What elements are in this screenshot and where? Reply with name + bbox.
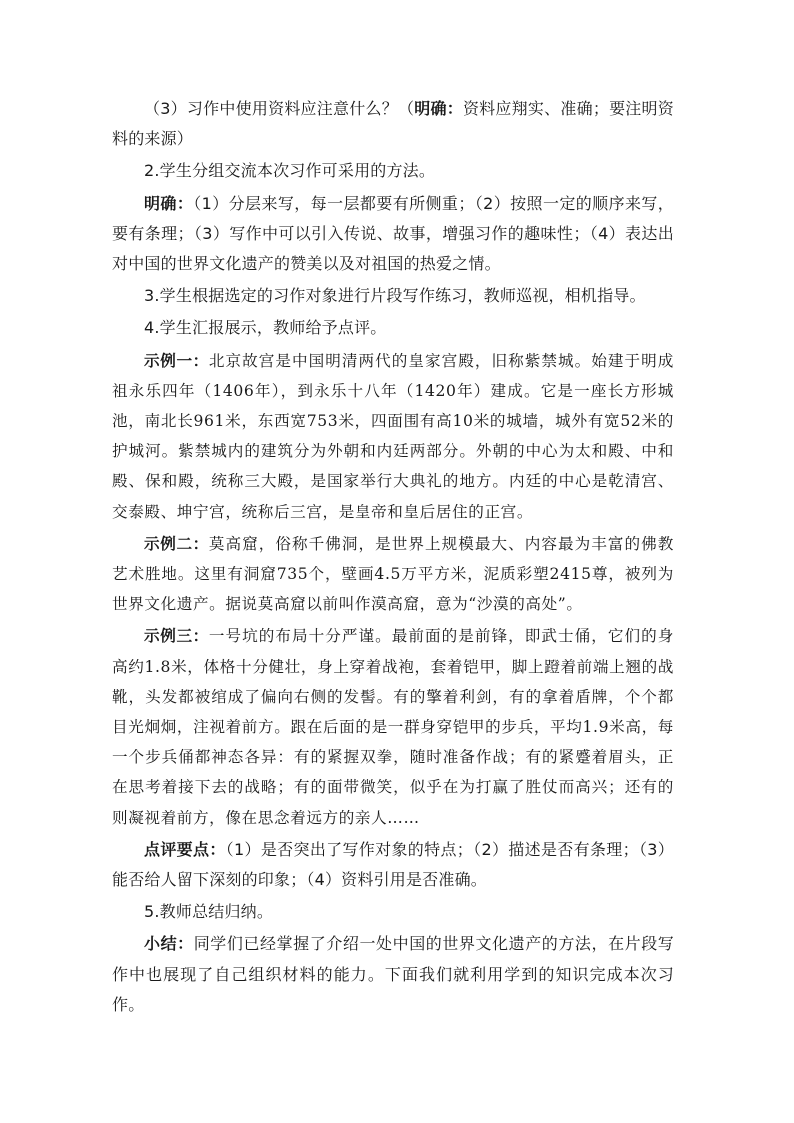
paragraph-clarify-methods	[112, 189, 674, 280]
paragraph-body-text: 资料应翔实、准确；要注明资料的来源）	[112, 99, 674, 149]
paragraph-review-points	[112, 835, 674, 895]
paragraph-step-3	[112, 281, 674, 311]
paragraph-example-1	[112, 346, 674, 527]
paragraph-summary	[112, 929, 674, 1020]
example-label: 示例三：	[144, 627, 209, 646]
paragraph-body-text: （1）是否突出了写作对象的特点；（2）描述是否有条理；（3）能否给人留下深刻的印象；（4）资料引用是否准确。	[112, 839, 674, 890]
paragraph-example-2	[112, 529, 674, 620]
document-page	[112, 94, 674, 1020]
summary-label: 小结：	[144, 934, 194, 954]
paragraph-body-text: 4.学生汇报展示，教师给予点评。	[144, 318, 387, 338]
clarify-label: 明确：	[144, 193, 194, 213]
paragraph-step-5	[112, 897, 674, 927]
paragraph-body-text: 3.学生根据选定的习作对象进行片段写作练习，教师巡视，相机指导。	[144, 286, 646, 306]
paragraph-body-text: （1）分层来写，每一层都要有所侧重；（2）按照一定的顺序来写，要有条理；（3）写作中可以引入传说、故事，增强习作的趣味性；（4）表达出对中国的世界文化遗产的赞美以及对祖国的热爱之情。	[112, 193, 675, 274]
clarify-label: 明确：	[414, 99, 463, 118]
paragraph-body-text: 同学们已经掌握了介绍一处中国的世界文化遗产的方法，在片段写作中也展现了自己组织材料的能力。下面我们就利用学到的知识完成本次习作。	[112, 934, 674, 1014]
paragraph-body-text: 5.教师总结归纳。	[144, 902, 274, 922]
paragraph-step-4	[112, 313, 674, 343]
review-label: 点评要点：	[144, 839, 226, 859]
paragraph-lead-text: （3）习作中使用资料应注意什么？（	[144, 99, 415, 118]
paragraph-body-text: 北京故宫是中国明清两代的皇家宫殿，旧称紫禁城。始建于明成祖永乐四年（1406年），到永乐十八年（1420年）建成。它是一座长方形城池，南北长961米，东西宽753米，四面围有高10米的城墙，城外有宽52米的护城河。紫禁城内的建筑分为外朝和内廷两部分。外朝的中心为太和殿、中和殿、保和殿，统称三大殿，是国家举行大典礼的地方。内廷的中心是乾清宫、交泰殿、坤宁宫，统称后三宫，是皇帝和皇后居住的正宫。	[112, 351, 674, 521]
example-label: 示例二：	[144, 534, 209, 553]
example-label: 示例一：	[144, 351, 209, 370]
paragraph-body-text: 莫高窟，俗称千佛洞，是世界上规模最大、内容最为丰富的佛教艺术胜地。这里有洞窟735个，壁画4.5万平方米，泥质彩塑2415尊，被列为世界文化遗产。据说莫高窟以前叫作漠高窟，意为“沙漠的高处”。	[112, 534, 674, 614]
paragraph-step-2	[112, 156, 674, 186]
paragraph-body-text: 2.学生分组交流本次习作可采用的方法。	[144, 161, 436, 181]
paragraph-question-3	[112, 94, 674, 154]
paragraph-example-3	[112, 621, 674, 832]
paragraph-body-text: 一号坑的布局十分严谨。最前面的是前锋，即武士俑，它们的身高约1.8米，体格十分健壮，身上穿着战袍，套着铠甲，脚上蹬着前端上翘的战靴，头发都被绾成了偏向右侧的发髻。有的擎着利剑，有的拿着盾牌，个个都目光炯炯，注视着前方。跟在后面的是一群身穿铠甲的步兵，平均1.9米高，每一个步兵俑都神态各异：有的紧握双拳，随时准备作战；有的紧蹙着眉头，正在思考着接下去的战略；有的面带微笑，似乎在为打赢了胜仗而高兴；还有的则凝视着前方，像在思念着远方的亲人……	[112, 627, 674, 827]
